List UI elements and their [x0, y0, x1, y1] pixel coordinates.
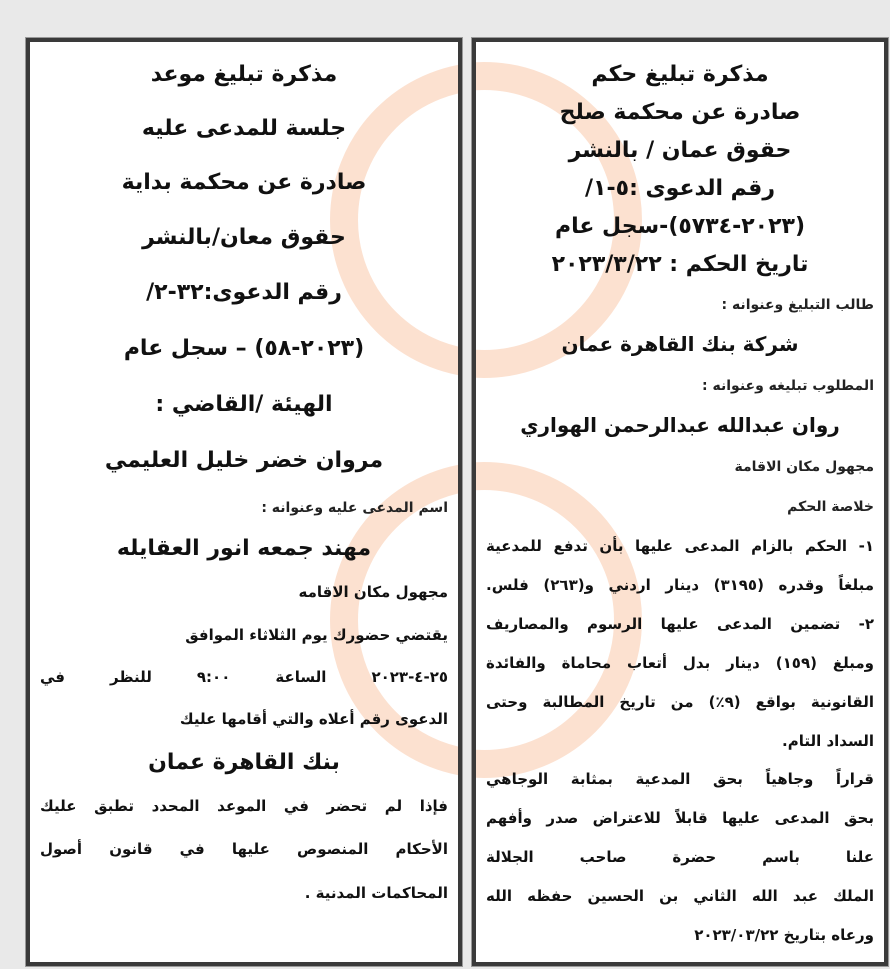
notice-title: مذكرة تبليغ حكم [591, 62, 769, 87]
judge-label: الهيئة /القاضي : [155, 392, 333, 417]
court-name: حقوق عمان / بالنشر [568, 138, 792, 163]
body-line: بحق المدعى عليها قابلاً للاعتراض صدر وأفهم [486, 809, 874, 827]
judge-name: مروان خضر خليل العليمي [104, 448, 384, 473]
body-line: مبلغاً وقدره (٣١٩٥) دينار اردني و(٢٦٣) فلس. [486, 576, 874, 594]
case-number: رقم الدعوى :٥-١/ [585, 176, 775, 201]
court-name: حقوق معان/بالنشر [142, 225, 346, 250]
body-line: ورعاه بتاريخ ٢٠٢٣/٠٣/٢٢ [694, 926, 874, 944]
closing-line: الأحكام المنصوص عليها في قانون أصول [40, 840, 448, 858]
body-line: ومبلغ (١٥٩) دينار بدل أتعاب محاماة والفائدة [486, 654, 874, 672]
requester-label: طالب التبليغ وعنوانه : [721, 297, 874, 313]
body-line: ٢٥-٤-٢٠٢٣ الساعة ٩:٠٠ للنظر في [40, 668, 448, 686]
target-label: المطلوب تبليغه وعنوانه : [702, 378, 874, 394]
court-judgment-notice [472, 38, 888, 966]
notice-title: جلسة للمدعى عليه [141, 116, 347, 141]
case-number: (٢٠٢٣-٥٨) – سجل عام [123, 336, 365, 361]
body-line: ١- الحكم بالزام المدعى عليها بأن تدفع للمدعية [486, 537, 874, 555]
requester-name: شركة بنك القاهرة عمان [561, 332, 799, 356]
body-line: القانونية بواقع (٩٪) من تاريخ المطالبة وحتى [486, 693, 875, 711]
residence: مجهول مكان الاقامة [734, 459, 874, 475]
body-line: الدعوى رقم أعلاه والتي أقامها عليك [179, 710, 448, 728]
body-line: السداد التام. [782, 732, 874, 750]
plaintiff-name: بنك القاهرة عمان [148, 750, 340, 775]
body-line: الملك عبد الله الثاني بن الحسين حفظه الله [486, 887, 874, 905]
summary-label: خلاصة الحكم [787, 499, 874, 515]
case-number: رقم الدعوى:٣٢-٢/ [146, 280, 342, 305]
body-line: ٢- تضمين المدعى عليها الرسوم والمصاريف [486, 615, 874, 633]
closing-line: فإذا لم تحضر في الموعد المحدد تطبق عليك [40, 797, 448, 815]
target-name: روان عبدالله عبدالرحمن الهواري [520, 413, 840, 437]
judgment-date: تاريخ الحكم : ٢٠٢٣/٣/٢٢ [551, 252, 809, 277]
court-name: صادرة عن محكمة بداية [121, 170, 367, 195]
body-line: علنا باسم حضرة صاحب الجلالة [486, 848, 874, 866]
defendant-name: مهند جمعه انور العقايله [116, 536, 372, 561]
court-name: صادرة عن محكمة صلح [559, 100, 801, 125]
watermark-clock-icon [330, 62, 462, 378]
case-number: (٢٠٢٣-٥٧٣٤)-سجل عام [554, 214, 806, 239]
body-line: يقتضي حضورك يوم الثلاثاء الموافق [185, 626, 448, 644]
body-line: قراراً وجاهياً بحق المدعية بمثابة الوجاهي [486, 770, 874, 788]
hearing-date-notice [26, 38, 462, 966]
notice-title: مذكرة تبليغ موعد [150, 62, 338, 87]
defendant-label: اسم المدعى عليه وعنوانه : [261, 500, 448, 516]
residence: مجهول مكان الاقامه [298, 583, 448, 601]
closing-line: المحاكمات المدنية . [304, 884, 448, 902]
